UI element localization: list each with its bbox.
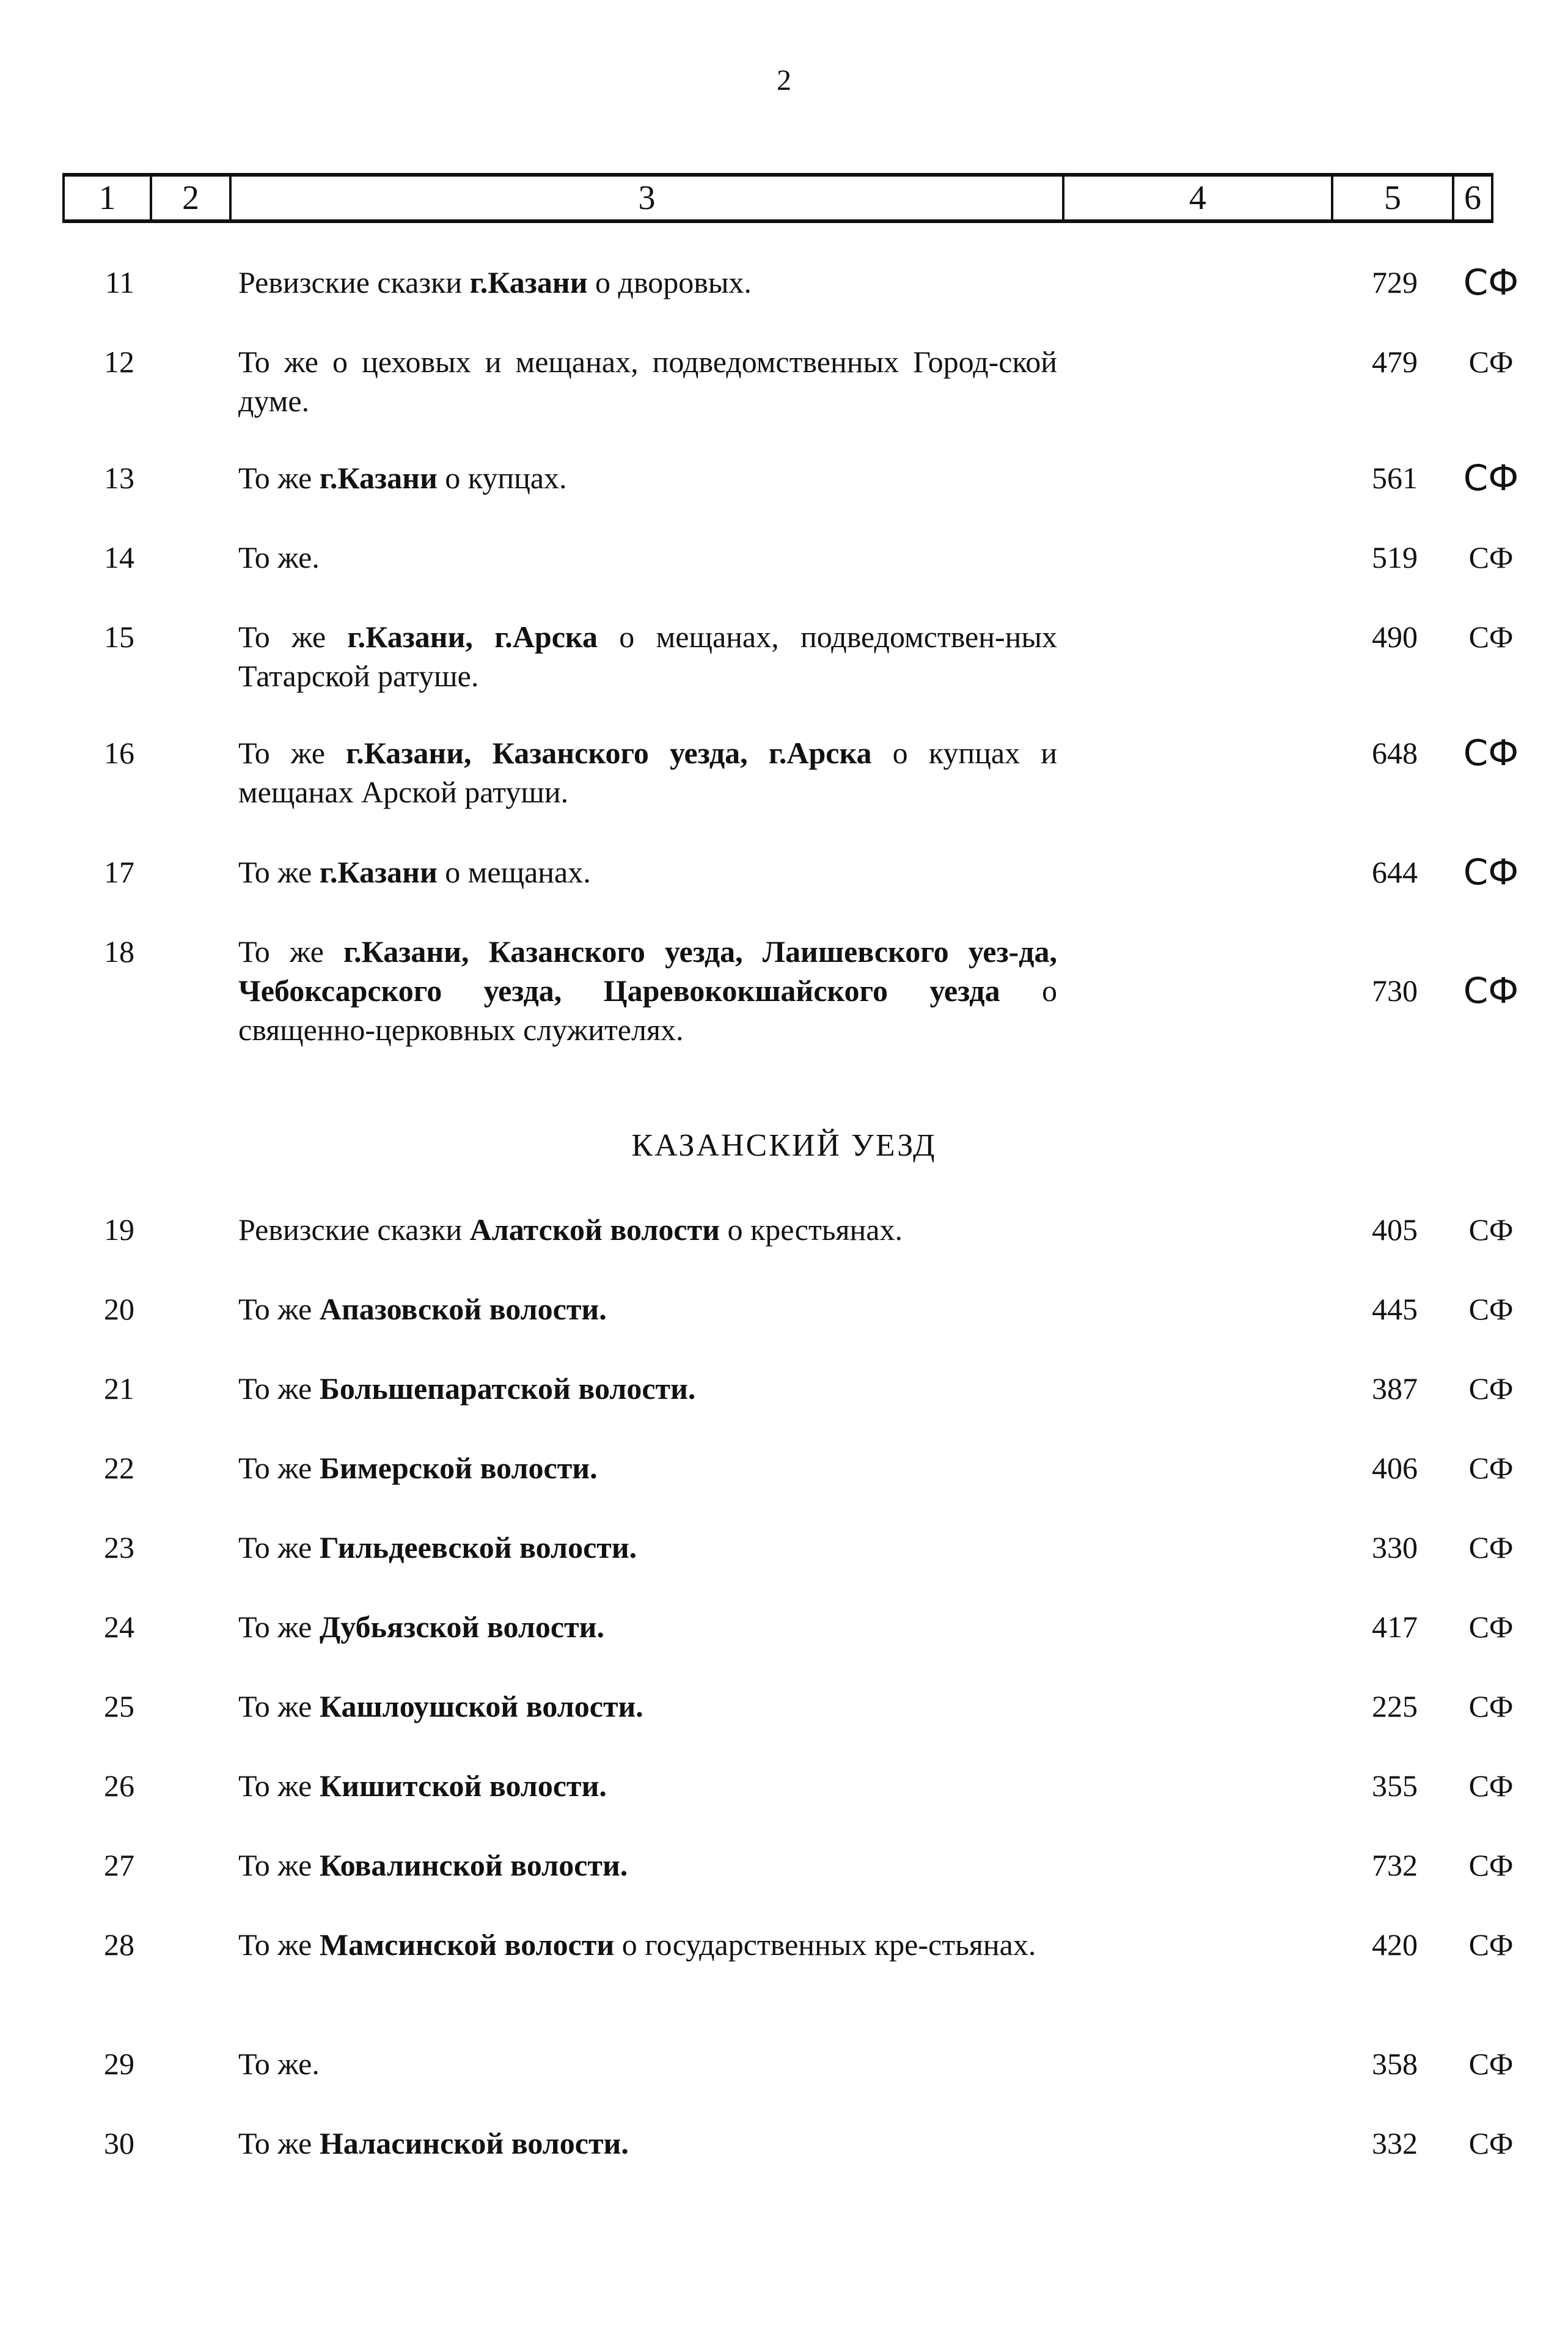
entry-description	[238, 1607, 1057, 1646]
entry-description	[238, 1289, 1057, 1329]
entry-fund-code: СФ	[1468, 1848, 1514, 1882]
entry-sheet-count: 355	[1372, 1769, 1418, 1803]
entry-number: 11	[104, 265, 134, 299]
entry-row	[0, 1528, 1568, 1619]
entry-description	[238, 1846, 1057, 1885]
entry-row	[0, 1369, 1568, 1461]
entry-description-text: о дворовых.	[587, 265, 752, 299]
entry-sheet-count: 417	[1372, 1610, 1418, 1644]
entry-fund-code: СФ	[1468, 540, 1514, 574]
entry-number: 12	[104, 345, 134, 379]
entry-description-bold: Большепаратской волости.	[319, 1371, 696, 1406]
entry-description	[238, 617, 1057, 695]
entry-description-text: То же	[238, 1927, 320, 1962]
entry-fund-code: СФ	[1468, 2047, 1514, 2081]
entry-row	[0, 342, 1568, 434]
entry-row	[0, 733, 1568, 825]
entry-description-text: То же	[238, 2126, 320, 2160]
entry-description-bold: г.Казани, г.Арска	[347, 620, 598, 654]
entry-sheet-count: 387	[1372, 1371, 1418, 1406]
entry-sheet-count: 648	[1372, 736, 1418, 770]
entry-description-bold: Ковалинской волости.	[319, 1848, 628, 1882]
entry-description	[238, 1448, 1057, 1487]
entry-fund-code: СФ	[1468, 2126, 1514, 2160]
entry-number: 27	[104, 1848, 134, 1882]
entry-description-bold: Дубьязской волости.	[319, 1610, 604, 1644]
entry-description-text: о купцах и мещанах Арской ратуши.	[238, 736, 1057, 809]
entry-description-text: о крестьянах.	[719, 1212, 903, 1247]
entry-description	[238, 853, 1057, 892]
entry-row	[0, 1687, 1568, 1778]
entry-description-bold: г.Казани	[469, 265, 588, 299]
entry-number: 30	[104, 2126, 134, 2160]
entry-description	[238, 1925, 1057, 1964]
entry-sheet-count: 332	[1372, 2126, 1418, 2160]
entry-description-text: Ревизские сказки	[238, 1212, 470, 1247]
entry-row	[0, 2124, 1568, 2215]
entry-description-bold: Бимерской волости.	[319, 1451, 598, 1485]
entry-description-text: То же о цеховых и мещанах, подведомственных Город-ской думе.	[238, 345, 1057, 418]
entry-number: 18	[104, 934, 134, 969]
entry-description	[238, 1369, 1057, 1408]
entry-row	[0, 1846, 1568, 1937]
entry-fund-code: СФ	[1463, 970, 1519, 1011]
entry-fund-code: СФ	[1468, 1530, 1514, 1564]
entry-number: 14	[104, 540, 134, 574]
entry-description-bold: г.Казани, Казанского уезда, г.Арска	[346, 736, 872, 770]
entry-sheet-count: 445	[1372, 1292, 1418, 1326]
entry-description-text: То же	[238, 620, 348, 654]
entry-number: 28	[104, 1927, 134, 1962]
entry-fund-code: СФ	[1468, 1610, 1514, 1644]
page-number: 2	[777, 64, 791, 97]
entry-sheet-count: 519	[1372, 540, 1418, 574]
entry-description	[238, 342, 1057, 420]
entry-description-text: Ревизские сказки	[238, 265, 470, 299]
entry-description-bold: г.Казани, Казанского уезда, Лаишевского уез-да, Чебоксарского уезда, Царевококшайского уезда	[238, 934, 1057, 1008]
entry-description	[238, 2044, 1057, 2083]
entry-description-bold: г.Казани	[319, 855, 438, 889]
entry-sheet-count: 644	[1372, 855, 1418, 889]
entry-description-text: То же	[238, 1610, 320, 1644]
entry-sheet-count: 490	[1372, 620, 1418, 654]
entry-sheet-count: 225	[1372, 1689, 1418, 1723]
entry-description-bold: Апазовской волости.	[319, 1292, 607, 1326]
entry-description-text: То же	[238, 1689, 320, 1723]
entry-number: 25	[104, 1689, 134, 1723]
entry-number: 15	[104, 620, 134, 654]
entry-fund-code: СФ	[1468, 1212, 1514, 1247]
entry-description	[238, 1528, 1057, 1567]
entry-description-bold: Мамсинской волости	[319, 1927, 615, 1962]
entry-description	[238, 1766, 1057, 1805]
entry-row	[0, 617, 1568, 709]
entry-number: 29	[104, 2047, 134, 2081]
entry-description-text: о священно-церковных служителях.	[238, 974, 1057, 1047]
entry-number: 23	[104, 1530, 134, 1564]
entry-description-text: То же	[238, 1292, 320, 1326]
entry-description-text: То же	[238, 1848, 320, 1882]
entry-description-text: о мещанах, подведомствен-ных Татарской ратуше.	[238, 620, 1057, 693]
entry-sheet-count: 732	[1372, 1848, 1418, 1882]
entry-row	[0, 1448, 1568, 1540]
entry-description	[238, 733, 1057, 812]
entry-description-text: То же	[238, 855, 320, 889]
entry-description-text: То же	[238, 461, 320, 495]
entry-fund-code: СФ	[1468, 620, 1514, 654]
entry-fund-code: СФ	[1468, 1927, 1514, 1962]
entry-fund-code: СФ	[1468, 1689, 1514, 1723]
entry-sheet-count: 420	[1372, 1927, 1418, 1962]
entry-fund-code: СФ	[1468, 1769, 1514, 1803]
entry-row	[0, 1925, 1568, 2017]
entry-description-text: о купцах.	[437, 461, 567, 495]
entry-fund-code: СФ	[1463, 457, 1519, 499]
entry-row	[0, 263, 1568, 354]
entry-fund-code: СФ	[1468, 345, 1514, 379]
entry-sheet-count: 479	[1372, 345, 1418, 379]
entry-description-text: о мещанах.	[437, 855, 591, 889]
entry-fund-code: СФ	[1468, 1292, 1514, 1326]
entry-description	[238, 263, 1057, 302]
entry-row	[0, 1766, 1568, 1858]
entry-description	[238, 2124, 1057, 2163]
entry-fund-code: СФ	[1463, 732, 1519, 774]
entry-row	[0, 2044, 1568, 2136]
entry-row	[0, 1210, 1568, 1302]
column-header-2: 2	[151, 175, 230, 221]
entry-fund-code: СФ	[1463, 851, 1519, 893]
entry-description-text: То же	[238, 934, 344, 969]
entry-description-bold: Гильдеевской волости.	[319, 1530, 637, 1564]
entry-number: 24	[104, 1610, 134, 1644]
entry-sheet-count: 405	[1372, 1212, 1418, 1247]
entry-sheet-count: 561	[1372, 461, 1418, 495]
entry-sheet-count: 730	[1372, 974, 1418, 1008]
entry-number: 20	[104, 1292, 134, 1326]
entry-description-text: То же.	[238, 540, 320, 574]
entry-sheet-count: 406	[1372, 1451, 1418, 1485]
entry-fund-code: СФ	[1468, 1371, 1514, 1406]
column-header-5: 5	[1332, 175, 1453, 221]
column-header-3: 3	[230, 175, 1063, 221]
entry-number: 21	[104, 1371, 134, 1406]
column-header-table	[62, 173, 1493, 223]
entry-description-text: То же	[238, 1371, 320, 1406]
entry-number: 13	[104, 461, 134, 495]
entry-description-text: То же	[238, 1530, 320, 1564]
entry-sheet-count: 330	[1372, 1530, 1418, 1564]
entry-number: 19	[104, 1212, 134, 1247]
column-header-1: 1	[64, 175, 151, 221]
entry-description-text: о государственных кре-стьянах.	[614, 1927, 1036, 1962]
entry-fund-code: СФ	[1463, 262, 1519, 303]
entry-description-text: То же	[238, 1769, 320, 1803]
column-header-row	[64, 175, 1492, 221]
entry-description-bold: Кишитской волости.	[319, 1769, 607, 1803]
entry-row	[0, 1289, 1568, 1381]
column-header-6: 6	[1453, 175, 1492, 221]
entry-number: 22	[104, 1451, 134, 1485]
entry-description-bold: Кашлоушской волости.	[319, 1689, 643, 1723]
entry-row	[0, 853, 1568, 944]
entry-description-bold: Наласинской волости.	[319, 2126, 629, 2160]
entry-description	[238, 458, 1057, 497]
entry-description	[238, 932, 1057, 1049]
entry-number: 16	[104, 736, 134, 770]
entry-description-text: То же.	[238, 2047, 320, 2081]
entry-description-text: То же	[238, 736, 346, 770]
entry-row	[0, 538, 1568, 629]
entry-row	[0, 932, 1568, 1047]
entry-number: 17	[104, 855, 134, 889]
entry-fund-code: СФ	[1468, 1451, 1514, 1485]
section-title: КАЗАНСКИЙ УЕЗД	[631, 1128, 937, 1163]
entry-description	[238, 1210, 1057, 1249]
entry-sheet-count: 729	[1372, 265, 1418, 299]
entry-description	[238, 538, 1057, 577]
entry-description-bold: Алатской волости	[469, 1212, 720, 1247]
entry-number: 26	[104, 1769, 134, 1803]
entry-row	[0, 1607, 1568, 1699]
column-header-4: 4	[1063, 175, 1332, 221]
entry-row	[0, 458, 1568, 550]
entry-description	[238, 1687, 1057, 1726]
entry-sheet-count: 358	[1372, 2047, 1418, 2081]
entry-description-text: То же	[238, 1451, 320, 1485]
entry-description-bold: г.Казани	[319, 461, 438, 495]
